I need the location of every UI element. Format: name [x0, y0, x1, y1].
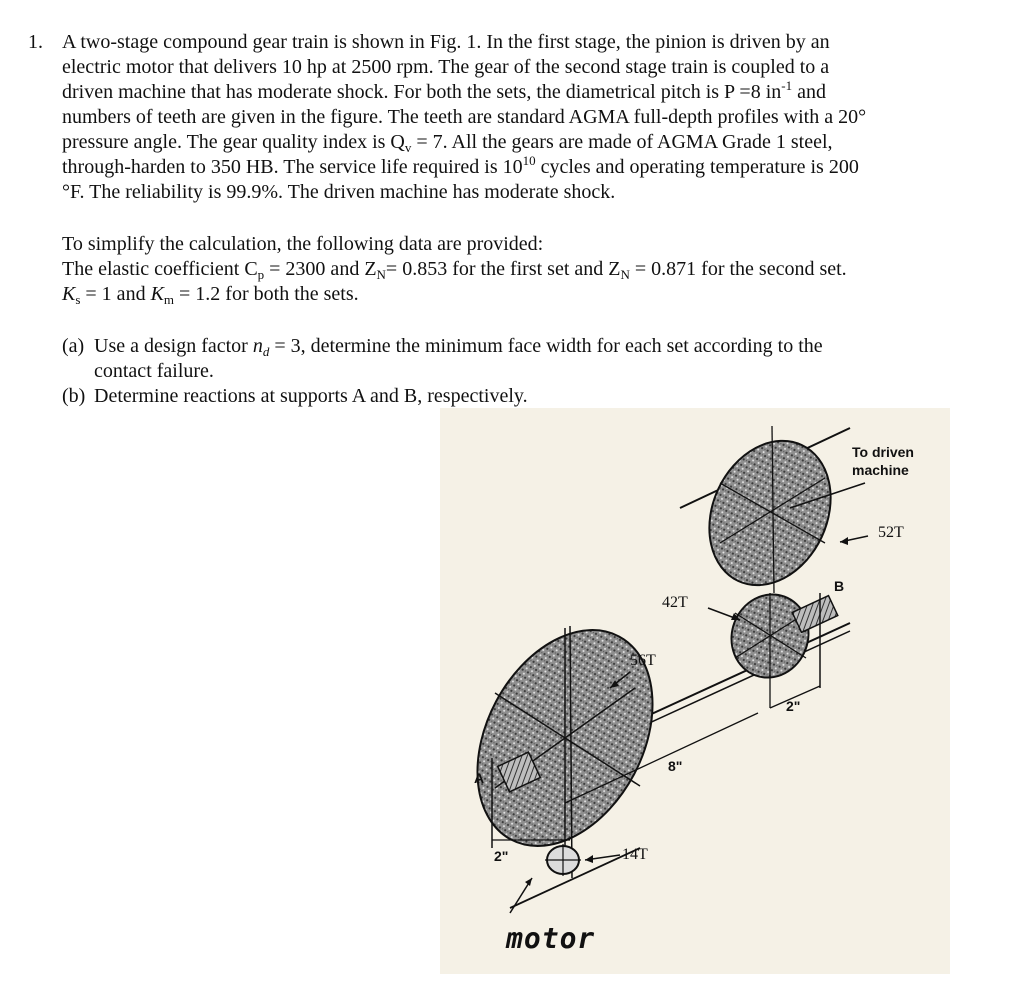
label-to-driven: To driven: [852, 444, 914, 460]
part-b-line-1: (b) Determine reactions at supports A and B, respectively.: [62, 385, 528, 407]
label-dim-2-left: 2": [494, 848, 509, 864]
label-dim-8: 8": [668, 758, 683, 774]
label-support-b: B: [834, 578, 845, 594]
question-parts: [62, 334, 962, 409]
given-intro: To simplify the calculation, the following data are provided:: [62, 233, 544, 255]
problem-line-5: pressure angle. The gear quality index is $Q_v = 7$. All the gears are made of AGMA Grade 1 steel,: [62, 131, 833, 155]
motor-arrow-head: [525, 878, 532, 886]
problem-line-3: driven machine that has moderate shock. For both the sets, the diametrical pitch is P =8 $in^{-1}$ and: [62, 78, 826, 103]
gear-train-drawing: [440, 408, 950, 974]
label-42t: 42T: [662, 594, 688, 611]
label-52t: 52T: [878, 524, 904, 541]
label-14t: 14T: [622, 846, 648, 863]
leader-14t-head: [585, 855, 593, 863]
bearing-b: [792, 596, 838, 633]
label-56t: 56T: [630, 652, 656, 669]
label-dim-2-right: 2": [786, 698, 801, 714]
problem-line-2: electric motor that delivers 10 hp at 2500 rpm. The gear of the second stage train is coupled to a: [62, 56, 830, 78]
label-motor: motor: [506, 922, 596, 955]
gear-train-figure: [440, 408, 950, 974]
problem-line-1: A two-stage compound gear train is shown in Fig. 1. In the first stage, the pinion is driven by an: [62, 31, 830, 53]
given-line-2: The elastic coefficient $C_p = 2300$ and $Z_N= 0.853$ for the first set and $Z_N = 0.871$ for the second set.: [62, 258, 847, 282]
given-line-3: $K_s = 1$ and $K_m = 1.2$ for both the sets.: [62, 283, 359, 307]
label-support-a: A: [474, 770, 485, 786]
problem-line-4: numbers of teeth are given in the figure. The teeth are standard AGMA full-depth profiles with a 20°: [62, 106, 867, 128]
given-data: [62, 232, 962, 307]
label-machine: machine: [852, 462, 909, 478]
problem-paragraph: [62, 30, 962, 205]
problem-line-7: °F. The reliability is 99.9%. The driven machine has moderate shock.: [62, 181, 616, 203]
problem-number: 1.: [28, 31, 43, 53]
gear-52t: [687, 421, 854, 605]
part-a-line-1: (a) Use a design factor $n_d = 3$, determine the minimum face width for each set according to the: [62, 335, 823, 359]
problem-line-6: through-harden to 350 HB. The service life required is $10^{10}$ cycles and operating temperature is 200: [62, 153, 859, 178]
part-a-line-2: contact failure.: [94, 360, 214, 382]
